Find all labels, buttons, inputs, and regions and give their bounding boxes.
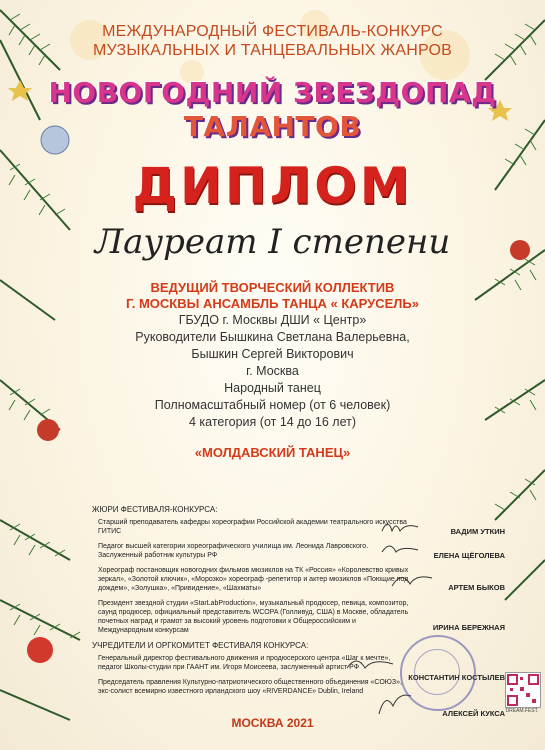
recipient-title-1: ВЕДУЩИЙ ТВОРЧЕСКИЙ КОЛЛЕКТИВ xyxy=(150,280,395,295)
jury-name-4: ИРИНА БЕРЕЖНАЯ xyxy=(432,623,505,632)
recipient-city: г. Москва xyxy=(246,364,299,378)
jury-name-2: ЕЛЕНА ЩЁГОЛЕВА xyxy=(433,551,505,560)
city-year: МОСКВА 2021 xyxy=(231,716,314,730)
recipient-genre: Народный танец xyxy=(224,381,321,395)
festival-title-line-2: ТАЛАНТОВ xyxy=(183,110,362,143)
dance-title: «МОЛДАВСКИЙ ТАНЕЦ» xyxy=(194,445,351,460)
organizer-name-2: АЛЕКСЕЙ КУКСА xyxy=(442,709,505,718)
award-title: Лауреат I степени xyxy=(94,222,451,262)
diploma-heading: ДИПЛОМ xyxy=(132,157,413,215)
ornament-ball xyxy=(37,419,59,441)
qr-code xyxy=(505,672,541,708)
festival-name xyxy=(0,22,545,60)
recipient-leaders-2: Бышкин Сергей Викторович xyxy=(191,347,354,361)
signature xyxy=(390,570,434,594)
jury-name-3: АРТЕМ БЫКОВ xyxy=(448,583,505,592)
signature xyxy=(380,517,420,537)
qr-label: DREAM.FEST. xyxy=(505,708,539,714)
recipient-title-2: Г. МОСКВЫ АНСАМБЛЬ ТАНЦА « КАРУСЕЛЬ» xyxy=(125,296,419,311)
signature xyxy=(345,652,395,676)
organizer-1: Генеральный директор фестивального движения и продюсерского центра «Шаг к мечте», педагог Школы-студии при ГААНТ им. Игоря Моисеева, заслуженный артист РФ xyxy=(98,655,391,671)
festival-line-1: МЕЖДУНАРОДНЫЙ ФЕСТИВАЛЬ-КОНКУРС xyxy=(102,23,443,40)
recipient-block xyxy=(90,280,455,461)
recipient-nomination: Полномасштабный номер (от 6 человек) xyxy=(154,398,391,412)
recipient-category: 4 категория (от 14 до 16 лет) xyxy=(188,415,357,429)
qr-code-icon xyxy=(506,673,540,707)
organizer-name-1: КОНСТАНТИН КОСТЫЛЕВ xyxy=(408,673,505,682)
stamp-inner xyxy=(414,649,460,695)
jury-member-3: Хореограф постановщик новогодних фильмов мюзиклов на ТК «Россия» «Королевство кривых зеркал», «Золотой ключик», «Морозко» хореограф -репетитор и актер мюзиклов «Поющие под дождем», «Золушка», «Привидение», «Шахматы» xyxy=(98,567,409,592)
signature xyxy=(380,540,420,560)
jury-heading: ЖЮРИ ФЕСТИВАЛЯ-КОНКУРСА: xyxy=(92,505,218,514)
jury-member-2: Педагог высшей категории хореографического училища им. Леонида Лавровского. Заслуженный работник культуры РФ xyxy=(98,543,369,559)
festival-line-2: МУЗЫКАЛЬНЫХ И ТАНЦЕВАЛЬНЫХ ЖАНРОВ xyxy=(92,42,453,59)
festival-title-line-1: НОВОГОДНИЙ ЗВЕЗДОПАД xyxy=(48,76,497,109)
organizer-2: Председатель правления Культурно-патриотического общественного объединения «СОЮЗ», экс-солист всемирно известного ирландского шоу «RIVERDANCE» Dublin, Ireland xyxy=(98,679,402,695)
organizers-heading: УЧРЕДИТЕЛИ И ОРГКОМИТЕТ ФЕСТИВАЛЯ КОНКУРСА: xyxy=(92,641,309,650)
jury-member-4: Президент звездной студии «StarLabProduction», музыкальный продюсер, певица, композитор, саунд продюсер, официальный представитель WCOPA (Голливуд, США) в Москве, обладатель почетных наград и грамот за высокий уровень подготовки к Общероссийским и Международным конкурсам xyxy=(98,600,409,634)
recipient-leaders-1: Руководители Бышкина Светлана Валерьевна, xyxy=(135,330,410,344)
ornament-ball xyxy=(27,637,53,663)
jury-member-1: Старший преподаватель кафедры хореографии Российской академии театрального искусства ГИТИС xyxy=(98,519,407,535)
recipient-org: ГБУДО г. Москвы ДШИ « Центр» xyxy=(178,313,367,327)
jury-name-1: ВАДИМ УТКИН xyxy=(450,527,505,536)
